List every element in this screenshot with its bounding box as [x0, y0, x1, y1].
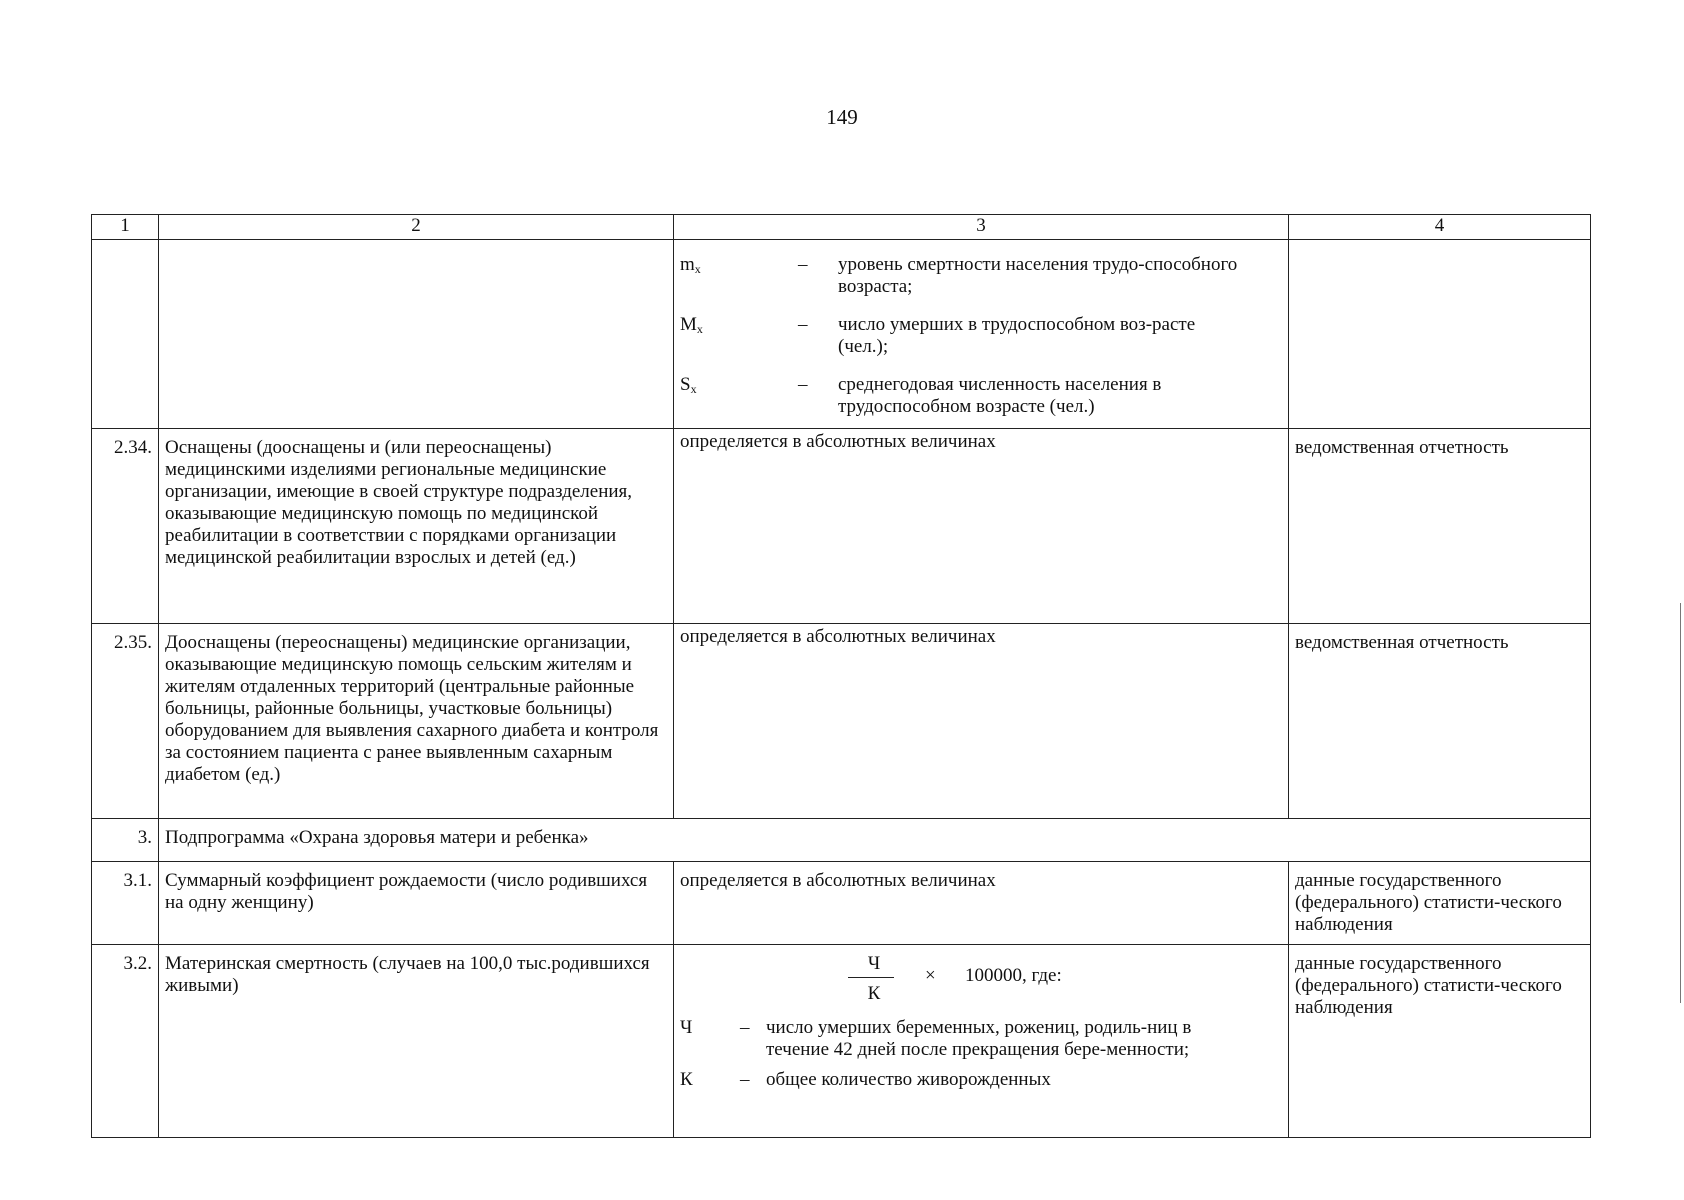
cell-empty: [1289, 240, 1591, 429]
symbol-ch: Ч: [680, 1017, 693, 1038]
indicators-table: [91, 214, 1591, 1138]
dash: –: [740, 1069, 750, 1090]
indicator-name: Дооснащены (переоснащены) медицинские организации, оказывающие медицинскую помощь сельским жителям и жителям отдаленных территорий (центральные районные больницы, районные больницы, участковые больницы) оборудованием для выявления сахарного диабета и контроля за состоянием пациента с ранее выявленным сахарным диабетом (ед.): [159, 624, 674, 819]
calculation-method: определяется в абсолютных величинах: [674, 429, 1289, 624]
symbol-Mx: $M_x$: [680, 314, 703, 336]
fraction-denominator: К: [867, 983, 881, 1004]
dash: –: [740, 1017, 750, 1038]
fraction-numerator: Ч: [867, 953, 881, 974]
definitions-cell: [674, 240, 1289, 429]
table-row-3-subprogram: [92, 819, 1591, 862]
symbol-Sx-description: среднегодовая численность населения в трудоспособном возрасте (чел.): [838, 374, 1162, 417]
table-row-2-35: [92, 624, 1591, 819]
table-row-3-2: [92, 945, 1591, 1138]
formula-cell: [674, 945, 1289, 1138]
header-col-3: 3: [674, 215, 1289, 240]
header-col-4: 4: [1289, 215, 1591, 240]
calculation-method: определяется в абсолютных величинах: [674, 862, 1289, 945]
table-row-definitions: [92, 240, 1591, 429]
indicator-name: Материнская смертность (случаев на 100,0 тыс.родившихся живыми): [159, 945, 674, 1138]
symbol-mx: $m_x$: [680, 254, 701, 276]
maternal-mortality-formula: [680, 951, 1282, 1009]
symbol-Mx-description: число умерших в трудоспособном воз-расте (чел.);: [838, 314, 1196, 357]
row-number: 2.34.: [92, 429, 159, 624]
cell-empty: [92, 240, 159, 429]
data-source: ведомственная отчетность: [1289, 624, 1591, 819]
header-col-2: 2: [159, 215, 674, 240]
symbol-k: К: [680, 1069, 693, 1090]
scan-edge-mark: [1680, 603, 1681, 1003]
row-number: 3.2.: [92, 945, 159, 1138]
table-row-2-34: [92, 429, 1591, 624]
row-number: 3.1.: [92, 862, 159, 945]
cell-empty: [159, 240, 674, 429]
data-source: данные государственного (федерального) статисти-ческого наблюдения: [1289, 862, 1591, 945]
header-col-1: 1: [92, 215, 159, 240]
calculation-method: определяется в абсолютных величинах: [674, 624, 1289, 819]
symbol-ch-description: число умерших беременных, рожениц, родиль-ниц в течение 42 дней после прекращения бере-менности;: [766, 1017, 1192, 1060]
dash: –: [798, 254, 808, 275]
table-header-row: [92, 215, 1591, 240]
formula-multiplier: 100000, где:: [965, 965, 1062, 986]
symbol-Sx: $S_x$: [680, 374, 697, 396]
fraction-line: [848, 977, 894, 978]
indicator-name: Оснащены (дооснащены и (или переоснащены) медицинскими изделиями региональные медицинские организации, имеющие в своей структуре подразделения, оказывающие медицинскую помощь по медицинской реабилитации в соответствии с порядками организации медицинской реабилитации взрослых и детей (ед.): [159, 429, 674, 624]
dash: –: [798, 374, 808, 395]
row-number: 2.35.: [92, 624, 159, 819]
multiply-sign: ×: [925, 965, 936, 986]
data-source: ведомственная отчетность: [1289, 429, 1591, 624]
data-source: данные государственного (федерального) статисти-ческого наблюдения: [1289, 945, 1591, 1138]
subprogram-title: Подпрограмма «Охрана здоровья матери и ребенка»: [159, 819, 1591, 862]
symbol-mx-description: уровень смертности населения трудо-способного возраста;: [838, 254, 1238, 297]
table-row-3-1: [92, 862, 1591, 945]
indicator-name: Суммарный коэффициент рождаемости (число родившихся на одну женщину): [159, 862, 674, 945]
dash: –: [798, 314, 808, 335]
symbol-k-description: общее количество живорожденных: [766, 1069, 1051, 1090]
row-number: 3.: [92, 819, 159, 862]
page-number: 149: [826, 105, 858, 129]
